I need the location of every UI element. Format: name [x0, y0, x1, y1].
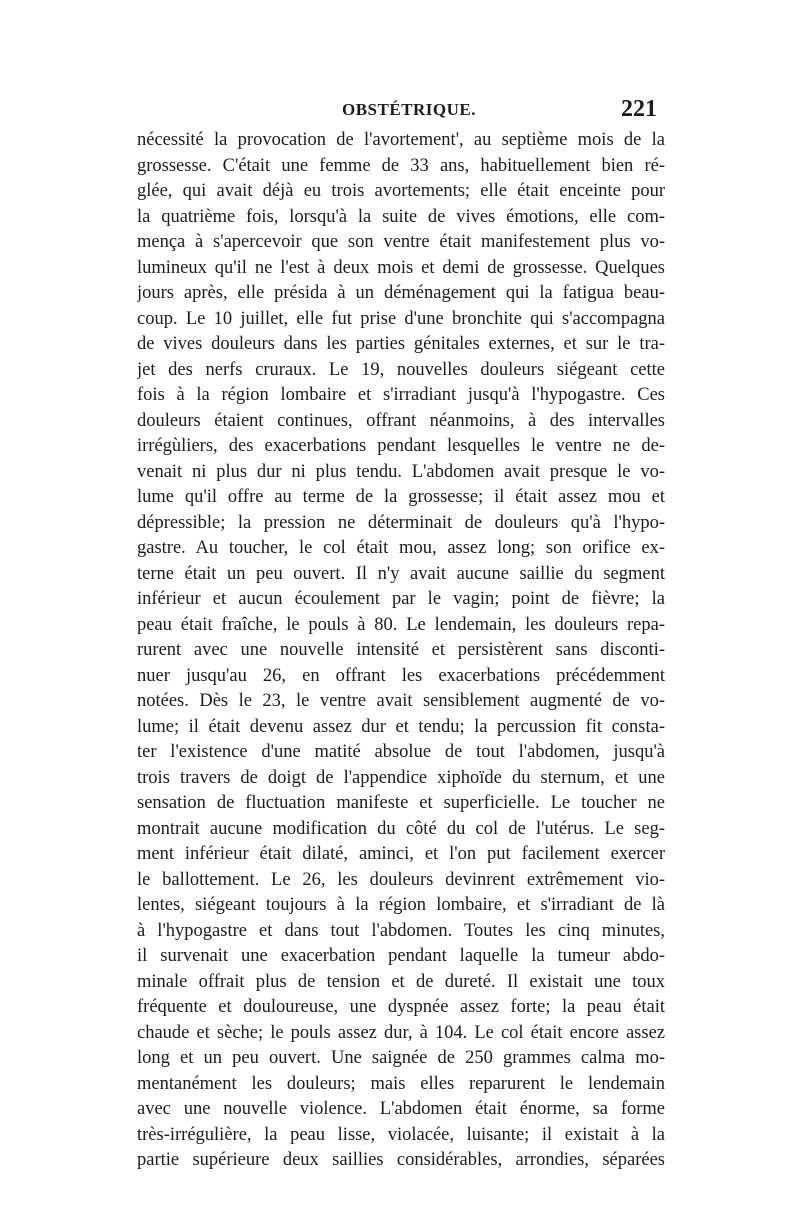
text-line: fréquente et douloureuse, une dyspnée assez forte; la peau était: [137, 997, 665, 1017]
text-line: notées. Dès le 23, le ventre avait sensiblement augmenté de vo-: [137, 691, 665, 711]
text-line: avec une nouvelle violence. L'abdomen était énorme, sa forme: [137, 1099, 665, 1119]
text-line: mentanément les douleurs; mais elles reparurent le lendemain: [137, 1073, 665, 1094]
text-line: partie supérieure deux saillies considérables, arrondies, séparées: [137, 1150, 665, 1170]
text-line: inférieur et aucun écoulement par le vagin; point de fièvre; la: [137, 589, 665, 609]
text-line: irrégùliers, des exacerbations pendant lesquelles le ventre ne de-: [137, 436, 665, 456]
text-line: dépressible; la pression ne déterminait de douleurs qu'à l'hypo-: [137, 512, 665, 533]
text-line: long et un peu ouvert. Une saignée de 250 grammes calma mo-: [137, 1048, 665, 1068]
text-line: nécessité la provocation de l'avortement', au septième mois de la: [137, 130, 665, 150]
text-line: mença à s'apercevoir que son ventre était manifestement plus vo-: [137, 232, 665, 252]
text-line: ter l'existence d'une matité absolue de tout l'abdomen, jusqu'à: [137, 742, 665, 762]
body-text: [137, 128, 665, 1174]
text-line: lumineux qu'il ne l'est à deux mois et demi de grossesse. Quelques: [137, 257, 665, 278]
text-line: le ballottement. Le 26, les douleurs devinrent extrêmement vio-: [137, 869, 665, 890]
text-line: très-irrégulière, la peau lisse, violacée, luisante; il existait à la: [137, 1124, 665, 1145]
text-line: venait ni plus dur ni plus tendu. L'abdomen avait presque le vo-: [137, 461, 665, 482]
text-line: lume; il était devenu assez dur et tendu; la percussion fit consta-: [137, 716, 665, 737]
running-title: OBSTÉTRIQUE.: [342, 100, 477, 119]
text-line: chaude et sèche; le pouls assez dur, à 104. Le col était encore assez: [137, 1022, 665, 1043]
text-line: glée, qui avait déjà eu trois avortements; elle était enceinte pour: [137, 181, 665, 201]
text-line: jours après, elle présida à un déménagement qui la fatigua beau-: [137, 283, 665, 303]
text-line: fois à la région lombaire et s'irradiant jusqu'à l'hypogastre. Ces: [137, 385, 665, 405]
text-line: montrait aucune modification du côté du col de l'utérus. Le seg-: [137, 818, 665, 839]
text-line: minale offrait plus de tension et de dureté. Il existait une toux: [137, 971, 665, 992]
text-line: jet des nerfs cruraux. Le 19, nouvelles douleurs siégeant cette: [137, 359, 665, 380]
text-line: ment inférieur était dilaté, aminci, et l'on put facilement exercer: [137, 844, 665, 864]
text-line: rurent avec une nouvelle intensité et persistèrent sans disconti-: [137, 640, 665, 660]
text-line: grossesse. C'était une femme de 33 ans, habituellement bien ré-: [137, 155, 665, 176]
text-line: peau était fraîche, le pouls à 80. Le lendemain, les douleurs repa-: [137, 614, 665, 635]
page-number: 221: [621, 96, 657, 122]
text-line: douleurs étaient continues, offrant néanmoins, à des intervalles: [137, 410, 665, 431]
text-line: lentes, siégeant toujours à la région lombaire, et s'irradiant de là: [137, 895, 665, 915]
text-line: il survenait une exacerbation pendant laquelle la tumeur abdo-: [137, 946, 665, 966]
text-line: lume qu'il offre au terme de la grossesse; il était assez mou et: [137, 487, 665, 507]
text-line: trois travers de doigt de l'appendice xiphoïde du sternum, et une: [137, 767, 665, 788]
text-line: sensation de fluctuation manifeste et superficielle. Le toucher ne: [137, 793, 665, 813]
running-head: [137, 96, 661, 126]
text-line: de vives douleurs dans les parties génitales externes, et sur le tra-: [137, 334, 665, 354]
text-line: la quatrième fois, lorsqu'à la suite de vives émotions, elle com-: [137, 206, 665, 227]
text-line: gastre. Au toucher, le col était mou, assez long; son orifice ex-: [137, 538, 665, 558]
text-line: nuer jusqu'au 26, en offrant les exacerbations précédemment: [137, 665, 665, 686]
text-line: terne était un peu ouvert. Il n'y avait aucune saillie du segment: [137, 563, 665, 584]
text-line: à l'hypogastre et dans tout l'abdomen. Toutes les cinq minutes,: [137, 920, 665, 941]
text-line: coup. Le 10 juillet, elle fut prise d'une bronchite qui s'accompagna: [137, 308, 665, 329]
